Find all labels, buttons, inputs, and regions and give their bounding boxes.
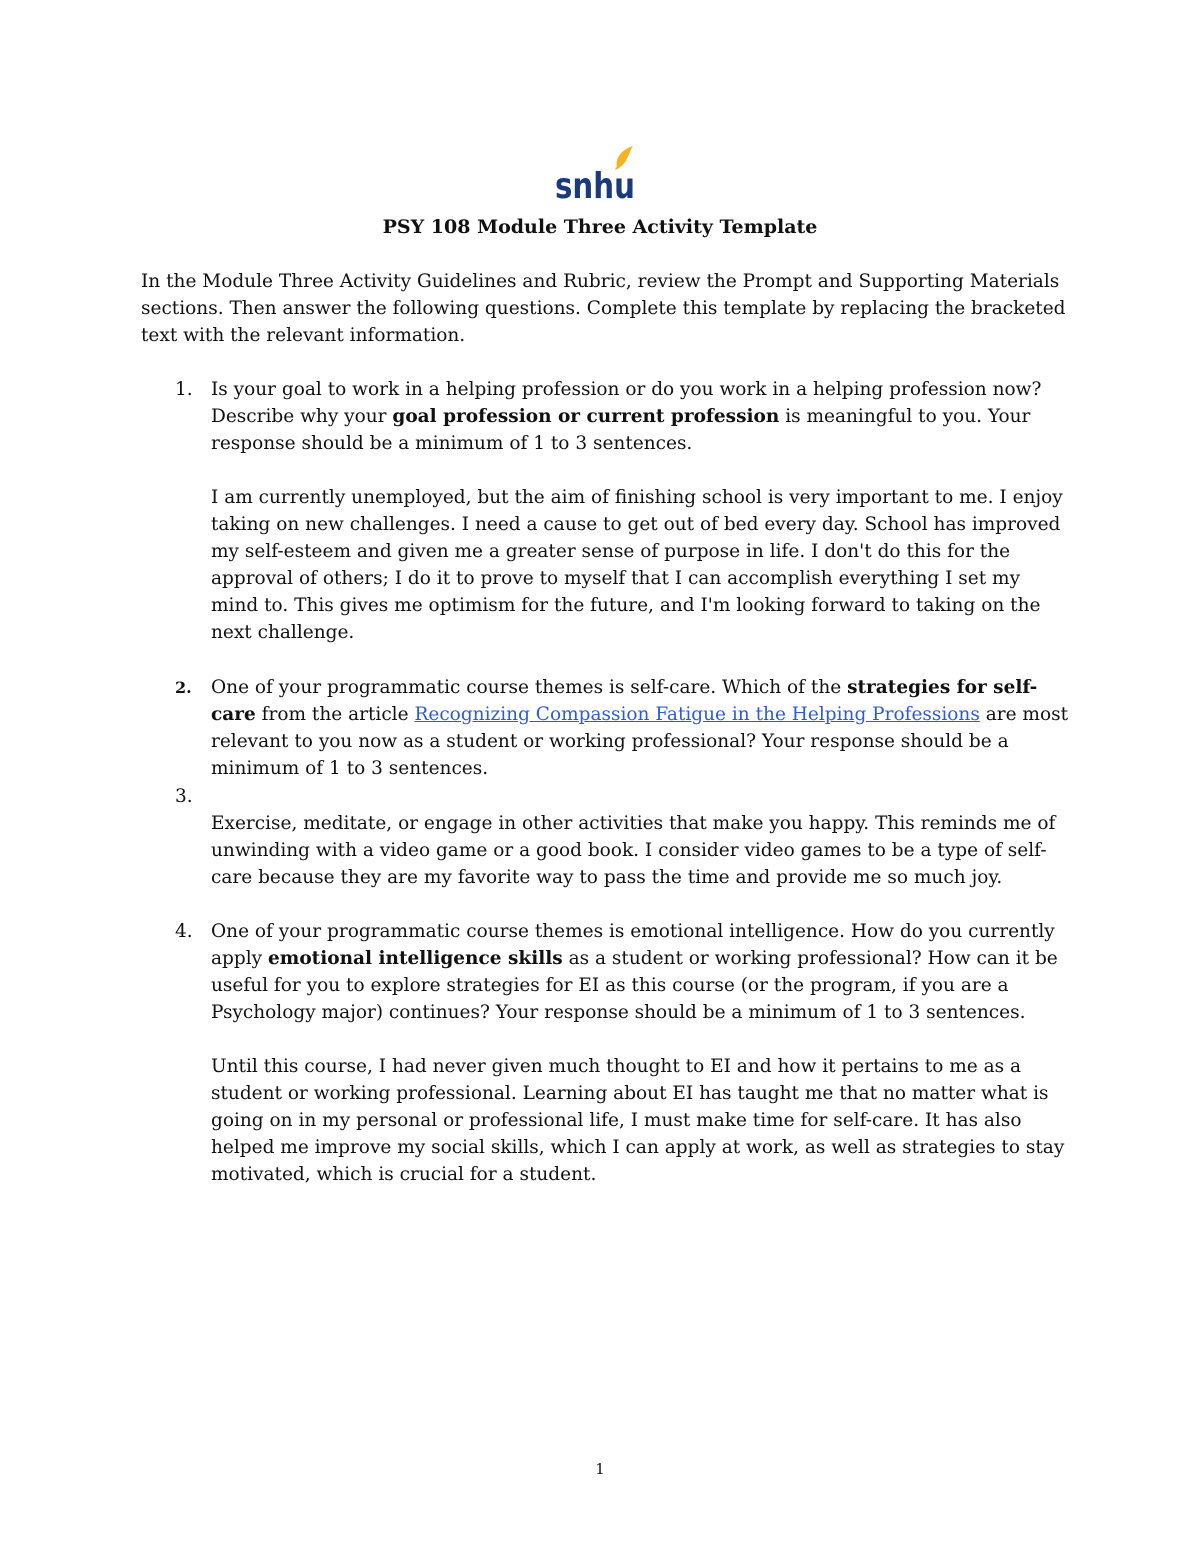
question-text: Is your goal to work in a helping profession or do you work in a helping profession now? Describe why your goal profession or current profession is meaningful to you. Your response should be a minimum of 1 to 3 sentences. [211, 379, 1042, 454]
snhu-logo-icon [555, 142, 639, 207]
question-body [211, 918, 1071, 1188]
question-text: One of your programmatic course themes is emotional intelligence. How do you currently apply emotional intelligence skills as a student or working professional? How can it be useful for you to explore strategies for EI as this course (or the program, if you are a Psychology major) continues? Your response should be a minimum of 1 to 3 sentences. [211, 921, 1058, 1023]
answer-text: Exercise, meditate, or engage in other activities that make you happy. This reminds me of unwinding with a video game or a good book. I consider video games to be a type of self-care because they are my favorite way to pass the time and provide me so much joy. [211, 813, 1056, 888]
question-body [211, 810, 1071, 891]
page-number: 1 [595, 1460, 605, 1478]
document-title: PSY 108 Module Three Activity Template [382, 216, 818, 238]
question-number: 1. [175, 379, 193, 400]
intro-paragraph: In the Module Three Activity Guidelines and Rubric, review the Prompt and Supporting Materials sections. Then answer the following questions. Complete this template by replacing the bracketed text with the relevant information. [141, 271, 1066, 346]
question-number: 4. [175, 921, 193, 942]
answer-text: Until this course, I had never given much thought to EI and how it pertains to me as a student or working professional. Learning about EI has taught me that no matter what is going on in my personal or professional life, I must make time for self-care. It has also helped me improve my social skills, which I can apply at work, as well as strategies to stay motivated, which is crucial for a student. [211, 1056, 1065, 1185]
question-text: One of your programmatic course themes is self-care. Which of the strategies for self-care from the article Recognizing Compassion Fatigue in the Helping Professions are most relevant to you now as a student or working professional? Your response should be a minimum of 1 to 3 sentences. [211, 677, 1069, 779]
question-number: 3. [175, 786, 193, 807]
logo-text: snhu [555, 166, 635, 207]
question-body [211, 674, 1071, 782]
article-link[interactable]: Recognizing Compassion Fatigue in the Helping Professions [414, 704, 980, 725]
question-number: 2. [175, 678, 192, 697]
question-body [211, 376, 1071, 646]
snhu-logo [555, 142, 639, 207]
answer-text: I am currently unemployed, but the aim of finishing school is very important to me. I enjoy taking on new challenges. I need a cause to get out of bed every day. School has improved my self-esteem and given me a greater sense of purpose in life. I don't do this for the approval of others; I do it to prove to myself that I can accomplish everything I set my mind to. This gives me optimism for the future, and I'm looking forward to taking on the next challenge. [211, 487, 1063, 643]
